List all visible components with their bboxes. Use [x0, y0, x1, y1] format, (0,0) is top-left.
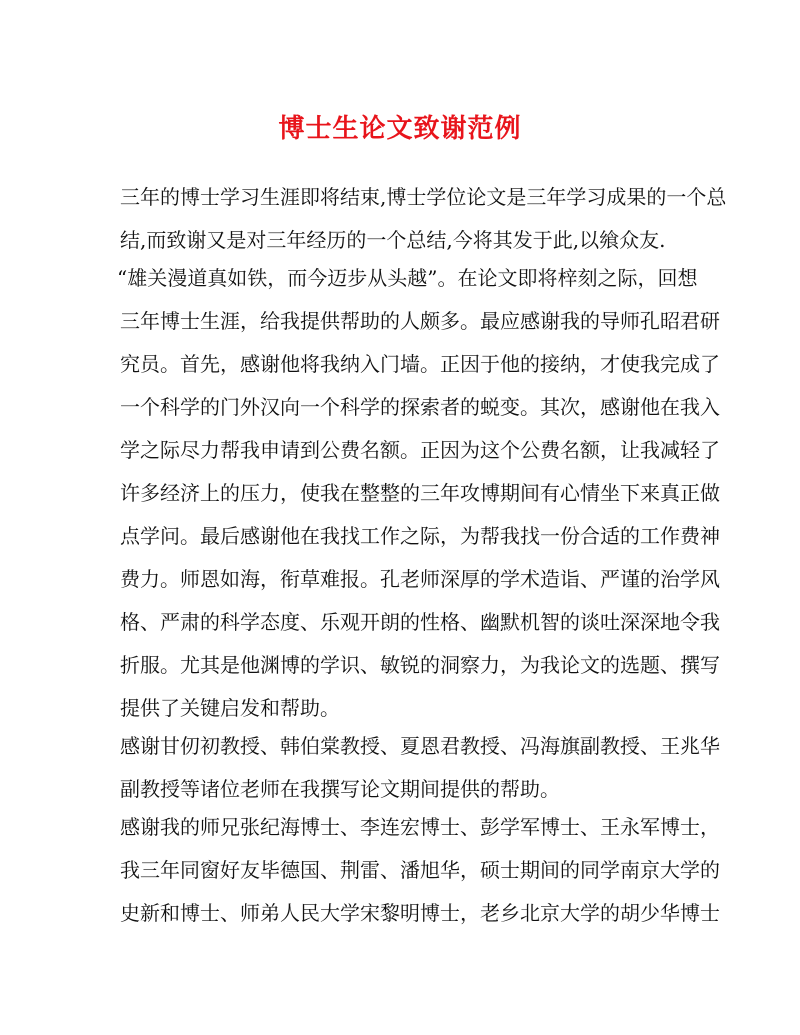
- paragraph-line: 结,而致谢又是对三年经历的一个总结,今将其发于此,以飨众友.: [120, 228, 666, 252]
- paragraph-line: 我三年同窗好友毕德国、荆雷、潘旭华，硕士期间的同学南京大学的: [120, 858, 720, 882]
- paragraph-line: 感谢我的师兄张纪海博士、李连宏博士、彭学军博士、王永军博士，: [120, 815, 720, 839]
- paragraph-line: 究员。首先，感谢他将我纳入门墙。正因于他的接纳，才使我完成了: [120, 352, 720, 376]
- paragraph-line: 格、严肃的科学态度、乐观开朗的性格、幽默机智的谈吐深深地令我: [120, 610, 720, 634]
- paragraph-line: 三年的博士学习生涯即将结束,博士学位论文是三年学习成果的一个总: [120, 185, 727, 209]
- paragraph-line: 副教授等诸位老师在我撰写论文期间提供的帮助。: [120, 777, 560, 801]
- document-title: 博士生论文致谢范例: [278, 114, 522, 144]
- paragraph-line: 一个科学的门外汉向一个科学的探索者的蜕变。其次，感谢他在我入: [120, 395, 720, 419]
- paragraph-line: 感谢甘仞初教授、韩伯棠教授、夏恩君教授、冯海旗副教授、王兆华: [120, 734, 720, 758]
- paragraph-line: 三年博士生涯，给我提供帮助的人颇多。最应感谢我的导师孔昭君研: [120, 309, 720, 333]
- paragraph-line: 许多经济上的压力，使我在整整的三年攻博期间有心情坐下来真正做: [120, 481, 720, 505]
- paragraph-line: “雄关漫道真如铁，而今迈步从头越”。在论文即将梓刻之际，回想: [117, 266, 698, 290]
- paragraph-line: 折服。尤其是他渊博的学识、敏锐的洞察力，为我论文的选题、撰写: [120, 653, 720, 677]
- paragraph-line: 提供了关键启发和帮助。: [120, 696, 340, 720]
- paragraph-line: 费力。师恩如海，衔草难报。孔老师深厚的学术造诣、严谨的治学风: [120, 567, 720, 591]
- paragraph-line: 学之际尽力帮我申请到公费名额。正因为这个公费名额，让我减轻了: [120, 438, 720, 462]
- paragraph-line: 点学问。最后感谢他在我找工作之际，为帮我找一份合适的工作费神: [120, 524, 720, 548]
- paragraph-line: 史新和博士、师弟人民大学宋黎明博士，老乡北京大学的胡少华博士: [120, 901, 720, 925]
